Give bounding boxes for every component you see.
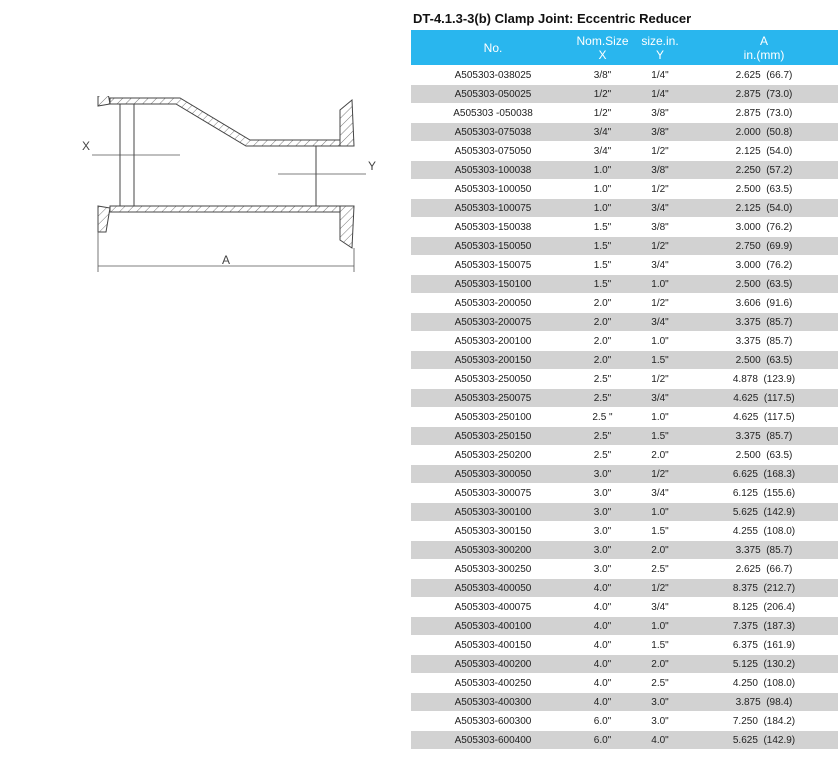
table-row xyxy=(411,503,838,522)
cell-y: 1/4" xyxy=(630,66,690,85)
cell-x: 3/4" xyxy=(575,123,630,142)
cell-a: 5.125 (130.2) xyxy=(690,655,838,674)
cell-no: A505303-200150 xyxy=(411,351,575,370)
table-row xyxy=(411,370,838,389)
cell-no: A505303-300050 xyxy=(411,465,575,484)
table-row xyxy=(411,66,838,85)
cell-x: 4.0" xyxy=(575,655,630,674)
cell-a: 8.125 (206.4) xyxy=(690,598,838,617)
cell-x: 3/8" xyxy=(575,66,630,85)
cell-y: 2.5" xyxy=(630,560,690,579)
cell-y: 3/4" xyxy=(630,313,690,332)
header-size-in: size.in. xyxy=(630,30,690,48)
cell-a: 2.500 (63.5) xyxy=(690,275,838,294)
cell-y: 1.0" xyxy=(630,503,690,522)
cell-y: 3/8" xyxy=(630,218,690,237)
table-row xyxy=(411,731,838,750)
right-flange-bottom xyxy=(340,206,354,248)
table-row xyxy=(411,579,838,598)
cell-y: 3.0" xyxy=(630,693,690,712)
cell-a: 3.375 (85.7) xyxy=(690,427,838,446)
label-x: X xyxy=(82,139,91,153)
cell-no: A505303-075050 xyxy=(411,142,575,161)
cell-y: 1/2" xyxy=(630,465,690,484)
cell-y: 1.5" xyxy=(630,522,690,541)
table-row xyxy=(411,199,838,218)
cell-x: 3.0" xyxy=(575,522,630,541)
cell-no: A505303-150100 xyxy=(411,275,575,294)
table-row xyxy=(411,351,838,370)
cell-x: 1.5" xyxy=(575,237,630,256)
cell-a: 2.500 (63.5) xyxy=(690,446,838,465)
cell-y: 1/2" xyxy=(630,142,690,161)
table-row xyxy=(411,408,838,427)
cell-no: A505303-600300 xyxy=(411,712,575,731)
cell-a: 2.500 (63.5) xyxy=(690,180,838,199)
cell-no: A505303-400150 xyxy=(411,636,575,655)
table-row xyxy=(411,674,838,693)
table-row xyxy=(411,465,838,484)
cell-x: 3.0" xyxy=(575,465,630,484)
cell-no: A505303-100050 xyxy=(411,180,575,199)
cell-x: 3.0" xyxy=(575,503,630,522)
cell-no: A505303-200050 xyxy=(411,294,575,313)
cell-no: A505303-400300 xyxy=(411,693,575,712)
cell-x: 3.0" xyxy=(575,541,630,560)
cell-a: 4.625 (117.5) xyxy=(690,389,838,408)
table-row xyxy=(411,104,838,123)
cell-x: 1/2" xyxy=(575,104,630,123)
cell-a: 3.606 (91.6) xyxy=(690,294,838,313)
cell-x: 4.0" xyxy=(575,598,630,617)
cell-x: 6.0" xyxy=(575,712,630,731)
spec-table xyxy=(411,30,838,749)
table-row xyxy=(411,256,838,275)
cell-x: 4.0" xyxy=(575,617,630,636)
cell-y: 1/2" xyxy=(630,579,690,598)
cell-a: 4.625 (117.5) xyxy=(690,408,838,427)
cell-y: 3/8" xyxy=(630,104,690,123)
table-row xyxy=(411,180,838,199)
cell-y: 3/4" xyxy=(630,484,690,503)
cell-x: 1.0" xyxy=(575,161,630,180)
label-y: Y xyxy=(368,159,376,173)
left-flange-bottom xyxy=(98,206,110,232)
cell-x: 1.5" xyxy=(575,218,630,237)
cell-y: 3/8" xyxy=(630,161,690,180)
cell-x: 3.0" xyxy=(575,560,630,579)
cell-x: 2.5" xyxy=(575,446,630,465)
cell-a: 7.250 (184.2) xyxy=(690,712,838,731)
cell-y: 1/2" xyxy=(630,180,690,199)
cell-no: A505303 -050038 xyxy=(411,104,575,123)
cell-no: A505303-150038 xyxy=(411,218,575,237)
header-a: A xyxy=(690,30,838,48)
cell-a: 6.375 (161.9) xyxy=(690,636,838,655)
header-x: X xyxy=(575,48,630,66)
table-row xyxy=(411,275,838,294)
cell-a: 2.875 (73.0) xyxy=(690,104,838,123)
table-row xyxy=(411,446,838,465)
header-a-unit: in.(mm) xyxy=(690,48,838,66)
cell-a: 3.375 (85.7) xyxy=(690,541,838,560)
cell-y: 1.0" xyxy=(630,408,690,427)
table-row xyxy=(411,636,838,655)
cell-x: 1/2" xyxy=(575,85,630,104)
table-row xyxy=(411,712,838,731)
cell-no: A505303-250150 xyxy=(411,427,575,446)
cell-a: 5.625 (142.9) xyxy=(690,731,838,750)
cell-no: A505303-200100 xyxy=(411,332,575,351)
cell-a: 3.875 (98.4) xyxy=(690,693,838,712)
cell-y: 1/2" xyxy=(630,370,690,389)
table-row xyxy=(411,693,838,712)
cell-y: 4.0" xyxy=(630,731,690,750)
cell-no: A505303-300200 xyxy=(411,541,575,560)
cell-a: 3.000 (76.2) xyxy=(690,256,838,275)
cell-a: 4.250 (108.0) xyxy=(690,674,838,693)
cell-x: 6.0" xyxy=(575,731,630,750)
cell-y: 1/4" xyxy=(630,85,690,104)
cell-x: 4.0" xyxy=(575,674,630,693)
cell-no: A505303-300250 xyxy=(411,560,575,579)
cell-a: 5.625 (142.9) xyxy=(690,503,838,522)
cell-a: 4.255 (108.0) xyxy=(690,522,838,541)
cell-no: A505303-075038 xyxy=(411,123,575,142)
left-flange-top xyxy=(98,96,110,106)
table-row xyxy=(411,560,838,579)
body-bottom-wall xyxy=(110,206,340,212)
cell-y: 1.0" xyxy=(630,332,690,351)
cell-a: 3.375 (85.7) xyxy=(690,332,838,351)
cell-y: 3/4" xyxy=(630,389,690,408)
label-a: A xyxy=(222,253,231,267)
cell-no: A505303-038025 xyxy=(411,66,575,85)
cell-y: 2.0" xyxy=(630,541,690,560)
cell-y: 3/4" xyxy=(630,598,690,617)
cell-y: 3/8" xyxy=(630,123,690,142)
cell-x: 2.0" xyxy=(575,332,630,351)
table-row xyxy=(411,313,838,332)
cell-x: 1.5" xyxy=(575,256,630,275)
cell-no: A505303-050025 xyxy=(411,85,575,104)
cell-no: A505303-400100 xyxy=(411,617,575,636)
cell-no: A505303-250050 xyxy=(411,370,575,389)
cell-no: A505303-600400 xyxy=(411,731,575,750)
page-title: DT-4.1.3-3(b) Clamp Joint: Eccentric Reducer xyxy=(413,11,692,26)
table-row xyxy=(411,617,838,636)
cell-a: 2.125 (54.0) xyxy=(690,199,838,218)
table-row xyxy=(411,655,838,674)
table-row xyxy=(411,218,838,237)
table-row xyxy=(411,237,838,256)
cell-no: A505303-300075 xyxy=(411,484,575,503)
table-row xyxy=(411,541,838,560)
cell-a: 2.625 (66.7) xyxy=(690,66,838,85)
table-row xyxy=(411,598,838,617)
cell-no: A505303-400075 xyxy=(411,598,575,617)
cell-x: 4.0" xyxy=(575,693,630,712)
table-row xyxy=(411,332,838,351)
cell-y: 3/4" xyxy=(630,199,690,218)
cell-x: 2.0" xyxy=(575,351,630,370)
table-body xyxy=(411,66,838,750)
cell-y: 3/4" xyxy=(630,256,690,275)
cell-a: 4.878 (123.9) xyxy=(690,370,838,389)
cell-x: 1.0" xyxy=(575,199,630,218)
right-flange-top xyxy=(340,100,354,146)
table-header-row xyxy=(411,30,838,48)
cell-a: 7.375 (187.3) xyxy=(690,617,838,636)
table-row xyxy=(411,123,838,142)
cell-no: A505303-400250 xyxy=(411,674,575,693)
cell-x: 2.0" xyxy=(575,294,630,313)
header-nom-size: Nom.Size xyxy=(575,30,630,48)
cell-no: A505303-100075 xyxy=(411,199,575,218)
cell-a: 2.750 (69.9) xyxy=(690,237,838,256)
cell-x: 2.5" xyxy=(575,389,630,408)
cell-no: A505303-100038 xyxy=(411,161,575,180)
cell-y: 1.0" xyxy=(630,617,690,636)
cell-a: 2.250 (57.2) xyxy=(690,161,838,180)
cell-no: A505303-300100 xyxy=(411,503,575,522)
eccentric-reducer-drawing xyxy=(76,96,376,272)
table-row xyxy=(411,484,838,503)
header-y: Y xyxy=(630,48,690,66)
cell-y: 1.0" xyxy=(630,275,690,294)
cell-a: 2.500 (63.5) xyxy=(690,351,838,370)
table-row xyxy=(411,427,838,446)
cell-x: 2.5" xyxy=(575,370,630,389)
cell-no: A505303-150075 xyxy=(411,256,575,275)
cell-x: 2.0" xyxy=(575,313,630,332)
cell-no: A505303-250200 xyxy=(411,446,575,465)
table-row xyxy=(411,294,838,313)
cell-y: 2.0" xyxy=(630,446,690,465)
cell-no: A505303-400050 xyxy=(411,579,575,598)
header-no: No. xyxy=(411,30,575,66)
cell-a: 2.625 (66.7) xyxy=(690,560,838,579)
cell-a: 2.000 (50.8) xyxy=(690,123,838,142)
table-row xyxy=(411,142,838,161)
cell-a: 3.375 (85.7) xyxy=(690,313,838,332)
cell-y: 1.5" xyxy=(630,427,690,446)
cell-a: 6.125 (155.6) xyxy=(690,484,838,503)
cell-x: 4.0" xyxy=(575,579,630,598)
cell-y: 2.0" xyxy=(630,655,690,674)
cell-x: 1.0" xyxy=(575,180,630,199)
cell-a: 2.875 (73.0) xyxy=(690,85,838,104)
cell-x: 3.0" xyxy=(575,484,630,503)
cell-y: 1.5" xyxy=(630,351,690,370)
cell-a: 2.125 (54.0) xyxy=(690,142,838,161)
table-row xyxy=(411,522,838,541)
cell-no: A505303-300150 xyxy=(411,522,575,541)
cell-no: A505303-250100 xyxy=(411,408,575,427)
cell-a: 8.375 (212.7) xyxy=(690,579,838,598)
cell-y: 1.5" xyxy=(630,636,690,655)
cell-x: 1.5" xyxy=(575,275,630,294)
table-row xyxy=(411,161,838,180)
table-row xyxy=(411,85,838,104)
table-row xyxy=(411,389,838,408)
cell-y: 3.0" xyxy=(630,712,690,731)
cell-no: A505303-400200 xyxy=(411,655,575,674)
cell-a: 6.625 (168.3) xyxy=(690,465,838,484)
cell-no: A505303-200075 xyxy=(411,313,575,332)
cell-x: 2.5" xyxy=(575,427,630,446)
cell-no: A505303-150050 xyxy=(411,237,575,256)
cell-y: 1/2" xyxy=(630,294,690,313)
cell-x: 2.5 " xyxy=(575,408,630,427)
cell-a: 3.000 (76.2) xyxy=(690,218,838,237)
cell-y: 2.5" xyxy=(630,674,690,693)
cell-y: 1/2" xyxy=(630,237,690,256)
body-top-wall xyxy=(110,98,340,146)
cell-x: 3/4" xyxy=(575,142,630,161)
cell-x: 4.0" xyxy=(575,636,630,655)
cell-no: A505303-250075 xyxy=(411,389,575,408)
